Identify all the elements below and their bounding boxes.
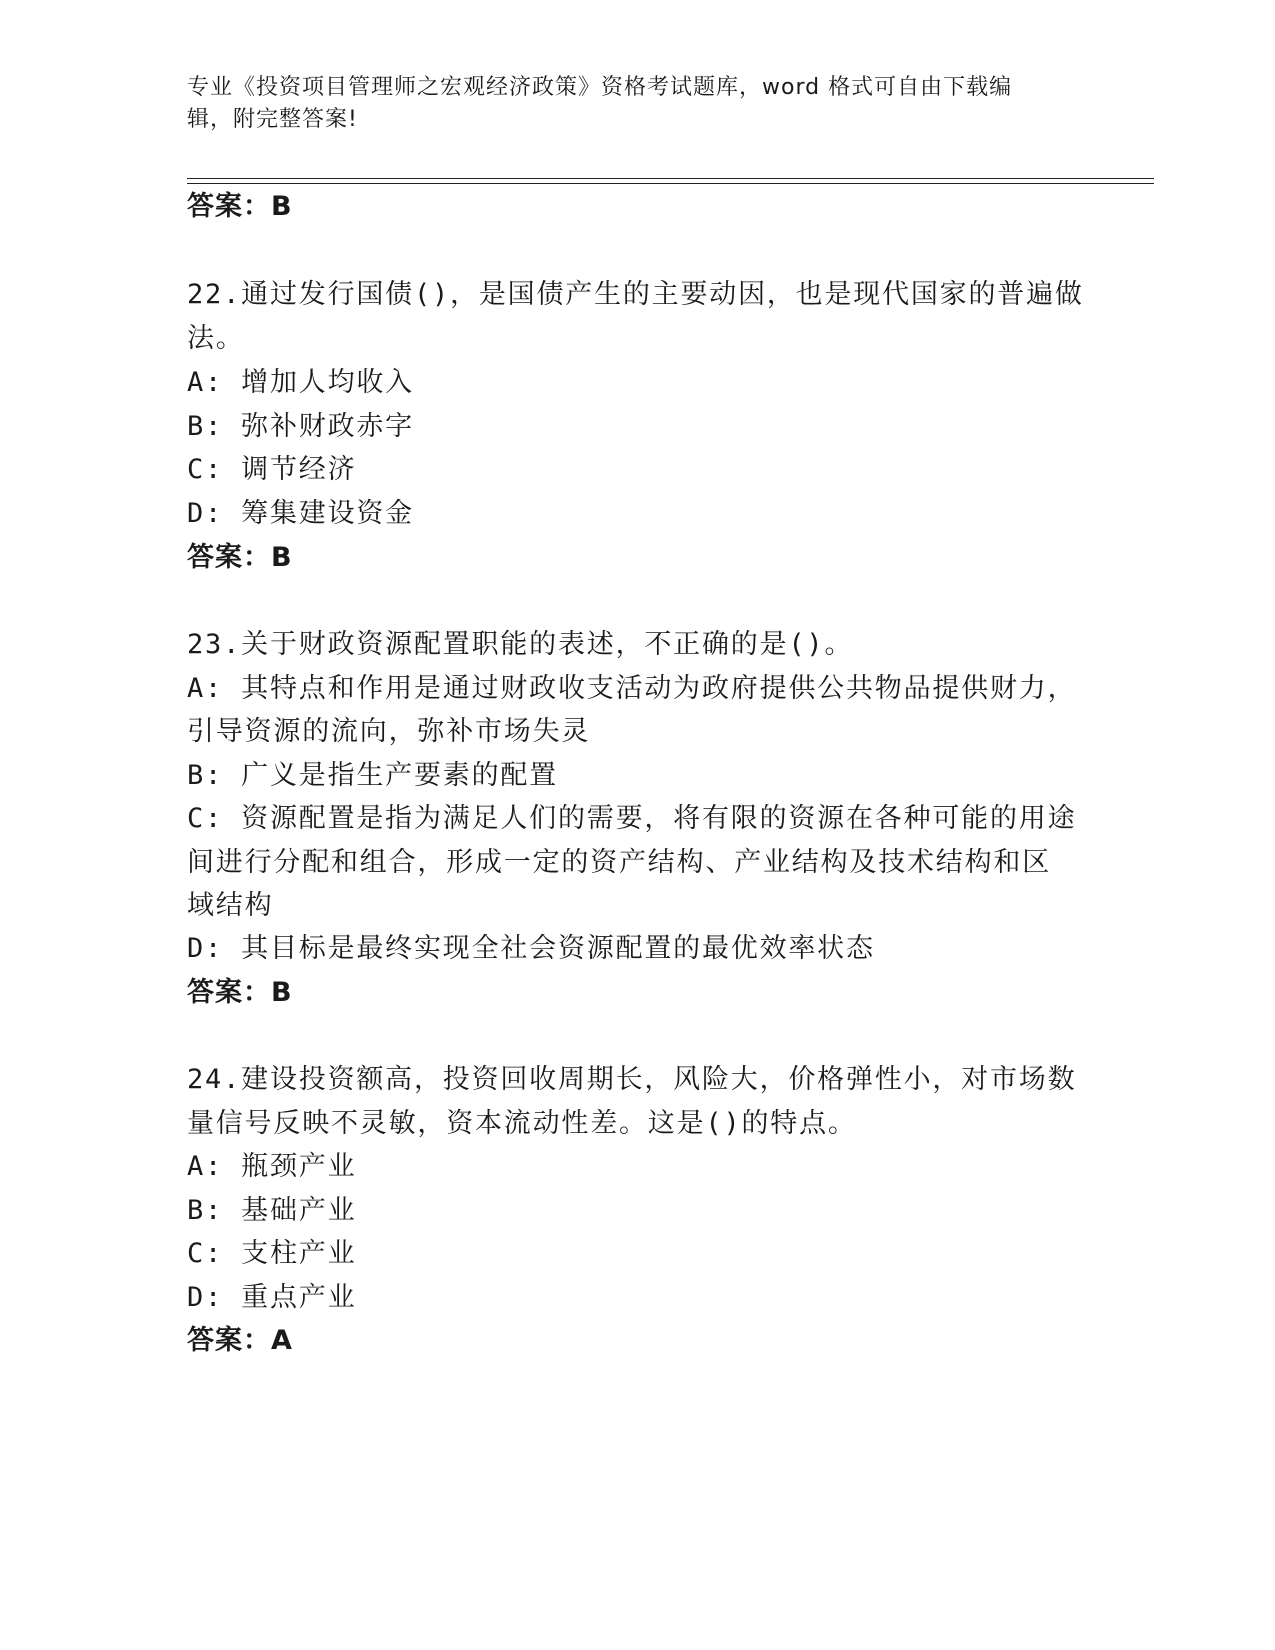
question-24-option-d: D: 重点产业 — [187, 1282, 357, 1313]
question-23-option-d: D: 其目标是最终实现全社会资源配置的最优效率状态 — [187, 933, 875, 964]
question-22-option-b: B: 弥补财政赤字 — [187, 411, 414, 442]
question-23-option-a-line-1: A: 其特点和作用是通过财政收支活动为政府提供公共物品提供财力， — [187, 673, 1077, 704]
document-header — [187, 72, 1067, 136]
question-24-stem-line-1: 24.建设投资额高，投资回收周期长，风险大，价格弹性小，对市场数 — [187, 1064, 1077, 1095]
header-rule-top — [187, 178, 1154, 179]
answer-21: 答案：B — [187, 191, 293, 222]
question-24-stem-line-2: 量信号反映不灵敏，资本流动性差。这是()的特点。 — [187, 1108, 857, 1139]
question-23-option-c-line-3: 域结构 — [187, 890, 274, 921]
question-22-stem-line-1: 22.通过发行国债()，是国债产生的主要动因，也是现代国家的普遍做 — [187, 279, 1084, 310]
question-23-option-a-line-2: 引导资源的流向，弥补市场失灵 — [187, 716, 591, 747]
question-22-option-d: D: 筹集建设资金 — [187, 498, 414, 529]
answer-22: 答案：B — [187, 542, 293, 573]
header-line-1: 专业《投资项目管理师之宏观经济政策》资格考试题库，word 格式可自由下载编 — [187, 75, 1013, 100]
question-22-stem-line-2: 法。 — [187, 323, 245, 354]
header-line-2: 辑，附完整答案! — [187, 107, 358, 132]
question-24-option-c: C: 支柱产业 — [187, 1238, 357, 1269]
header-rule-bottom — [187, 183, 1154, 184]
question-23-option-c-line-2: 间进行分配和组合，形成一定的资产结构、产业结构及技术结构和区 — [187, 847, 1051, 878]
question-23-option-c-line-1: C: 资源配置是指为满足人们的需要，将有限的资源在各种可能的用途 — [187, 803, 1077, 834]
answer-24: 答案：A — [187, 1325, 293, 1356]
question-24-option-a: A: 瓶颈产业 — [187, 1151, 357, 1182]
question-22-option-c: C: 调节经济 — [187, 454, 357, 485]
answer-23: 答案：B — [187, 977, 293, 1008]
question-24-option-b: B: 基础产业 — [187, 1195, 357, 1226]
question-23-stem: 23.关于财政资源配置职能的表述，不正确的是()。 — [187, 629, 854, 660]
question-22-option-a: A: 增加人均收入 — [187, 367, 414, 398]
question-23-option-b: B: 广义是指生产要素的配置 — [187, 760, 558, 791]
